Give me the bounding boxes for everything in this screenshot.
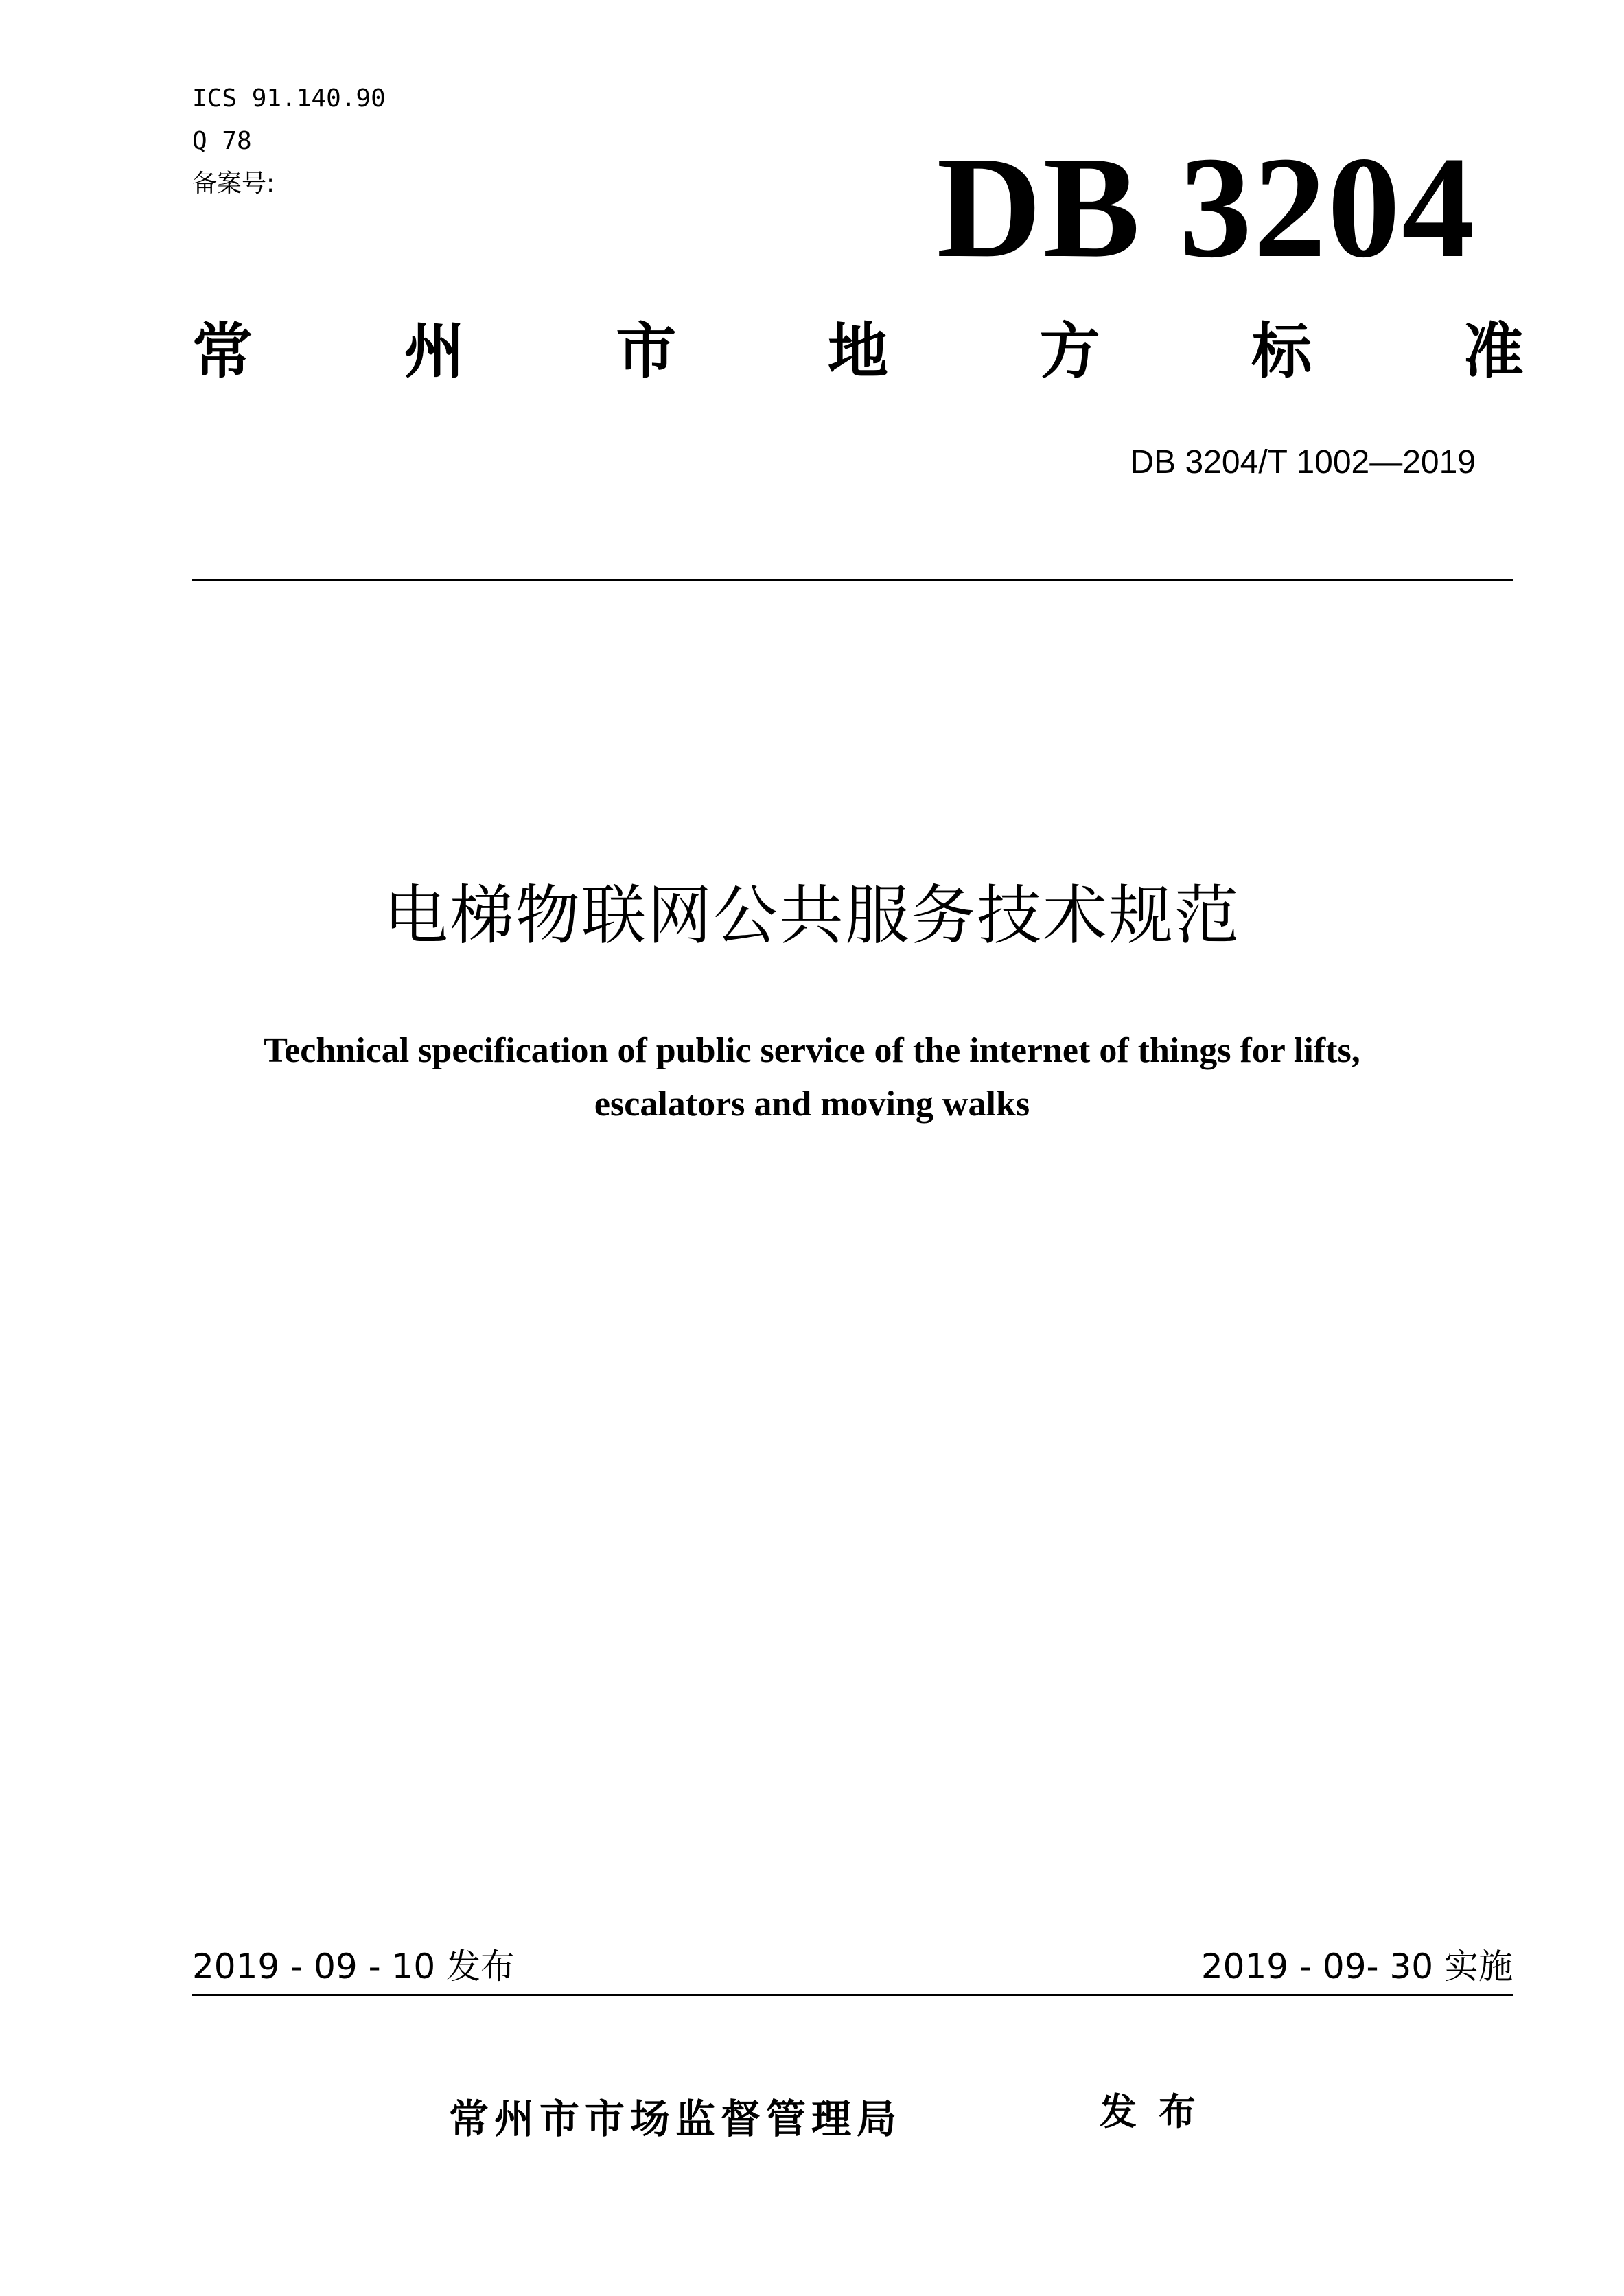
standard-type-char: 标 <box>1251 316 1312 386</box>
standard-code-heading: DB 3204 <box>936 126 1476 288</box>
standard-type-char: 州 <box>404 316 465 386</box>
standard-type-char: 地 <box>827 316 888 386</box>
standard-type-heading <box>192 316 1524 386</box>
standard-type-char: 方 <box>1039 316 1100 386</box>
chinese-title: 电梯物联网公共服务技术规范 <box>383 879 1240 953</box>
ccs-code: Q 78 <box>192 127 252 155</box>
standard-type-char: 准 <box>1463 316 1524 386</box>
implementation-date: 2019 - 09- 30 实施 <box>1200 1947 1513 1986</box>
english-title <box>194 1024 1430 1131</box>
standard-type-char: 市 <box>616 316 677 386</box>
english-title-line: Technical specification of public service of the internet of things for lifts, <box>264 1031 1360 1070</box>
english-title-line: escalators and moving walks <box>594 1085 1030 1124</box>
standard-number: DB 3204/T 1002—2019 <box>1130 444 1476 480</box>
filing-number-label: 备案号: <box>192 170 275 198</box>
issue-action: 发布 <box>1100 2090 1218 2133</box>
top-divider <box>192 579 1513 581</box>
ics-code: ICS 91.140.90 <box>192 84 386 113</box>
standard-type-char: 常 <box>192 316 253 386</box>
issuing-authority: 常州市市场监督管理局 <box>449 2096 903 2142</box>
issue-date: 2019 - 09 - 10 发布 <box>192 1947 515 1986</box>
bottom-divider <box>192 1994 1513 1996</box>
